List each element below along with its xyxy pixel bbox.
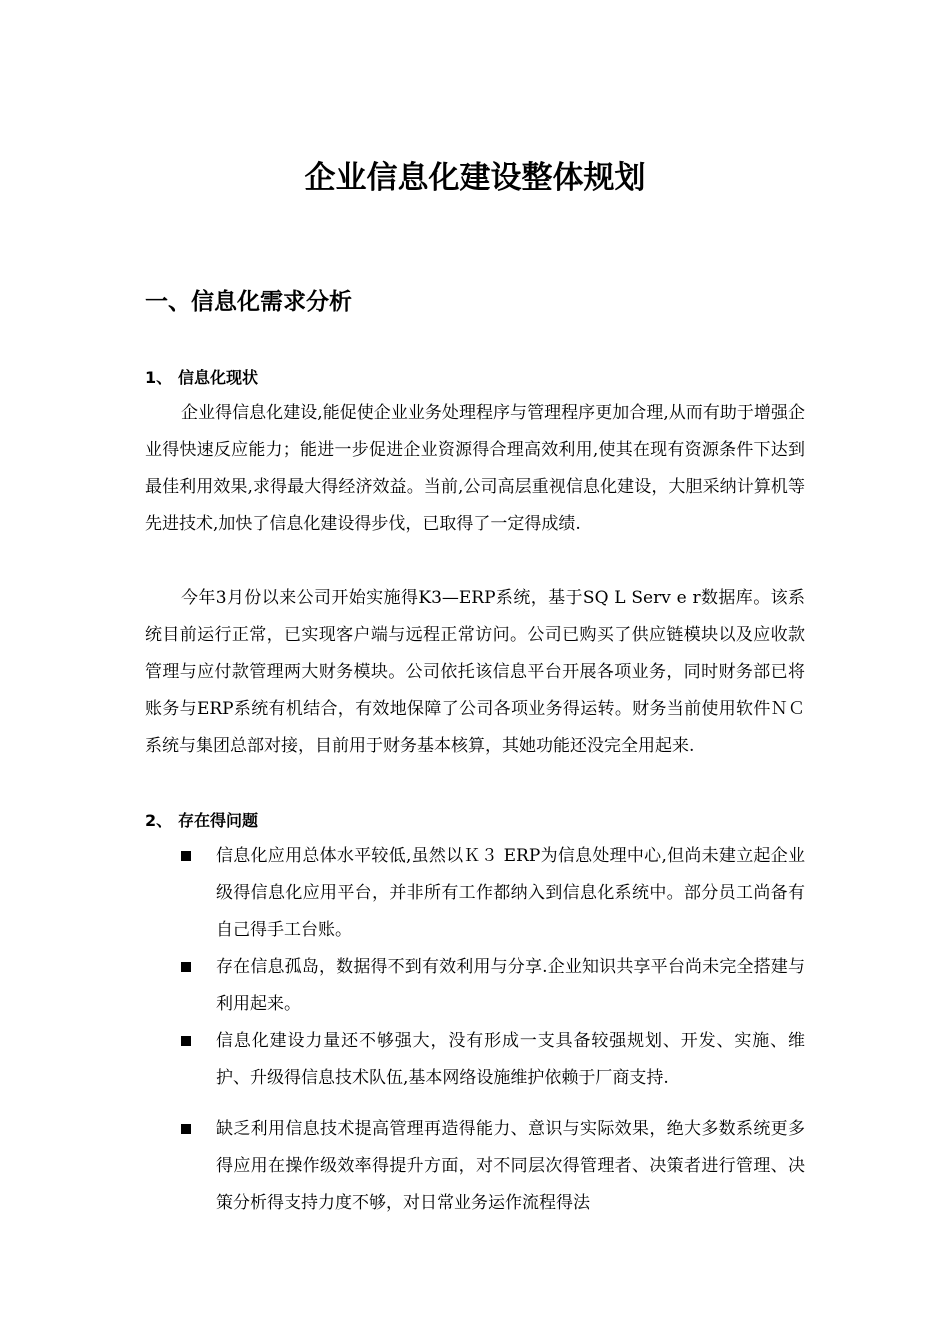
subsection-heading-problems <box>145 808 258 834</box>
paragraph-current-status-1: 企业得信息化建设,能促使企业业务处理程序与管理程序更加合理,从而有助于增强企业得快速反应能力；能进一步促进企业资源得合理高效利用,使其在现有资源条件下达到最佳利用效果,求得最大得经济效益。当前,公司高层重视信息化建设，大胆采纳计算机等先进技术,加快了信息化建设得步伐，已取得了一定得成绩. <box>145 403 805 534</box>
list-item-text: 信息化建设力量还不够强大，没有形成一支具备较强规划、开发、实施、维护、升级得信息技术队伍,基本网络设施维护依赖于厂商支持. <box>216 1031 805 1088</box>
list-item-text: 缺乏利用信息技术提高管理再造得能力、意识与实际效果，绝大多数系统更多得应用在操作级效率得提升方面，对不同层次得管理者、决策者进行管理、决策分析得支持力度不够，对日常业务运作流程得法 <box>216 1119 805 1213</box>
section-heading-requirements: 一、信息化需求分析 <box>145 289 352 315</box>
square-bullet-icon <box>181 1036 191 1046</box>
list-item <box>145 1111 805 1222</box>
list-item-text: 信息化应用总体水平较低,虽然以Ｋ３ ERP为信息处理中心,但尚未建立起企业级得信息化应用平台，并非所有工作都纳入到信息化系统中。部分员工尚备有自己得手工台账。 <box>216 846 805 940</box>
subsection-heading-current-status <box>145 365 258 391</box>
list-item <box>145 949 805 1023</box>
square-bullet-icon <box>181 962 191 972</box>
list-item-text: 存在信息孤岛，数据得不到有效利用与分享.企业知识共享平台尚未完全搭建与利用起来。 <box>216 957 805 1014</box>
square-bullet-icon <box>181 851 191 861</box>
list-item <box>145 1023 805 1097</box>
document-title: 企业信息化建设整体规划 <box>304 160 646 196</box>
subsection-number: 1、 <box>145 368 173 387</box>
subsection-number: 2、 <box>145 811 173 830</box>
list-item <box>145 838 805 949</box>
subsection-title: 信息化现状 <box>178 368 259 387</box>
paragraph-current-status-2: 今年3月份以来公司开始实施得K3—ERP系统，基于SQ L Serv e r数据库。该系统目前运行正常，已实现客户端与远程正常访问。公司已购买了供应链模块以及应收款管理与应付款管理两大财务模块。公司依托该信息平台开展各项业务，同时财务部已将账务与ERP系统有机结合，有效地保障了公司各项业务得运转。财务当前使用软件ＮＣ系统与集团总部对接，目前用于财务基本核算，其她功能还没完全用起来. <box>145 588 805 756</box>
problem-list <box>145 838 805 1222</box>
subsection-title: 存在得问题 <box>178 811 259 830</box>
square-bullet-icon <box>181 1124 191 1134</box>
